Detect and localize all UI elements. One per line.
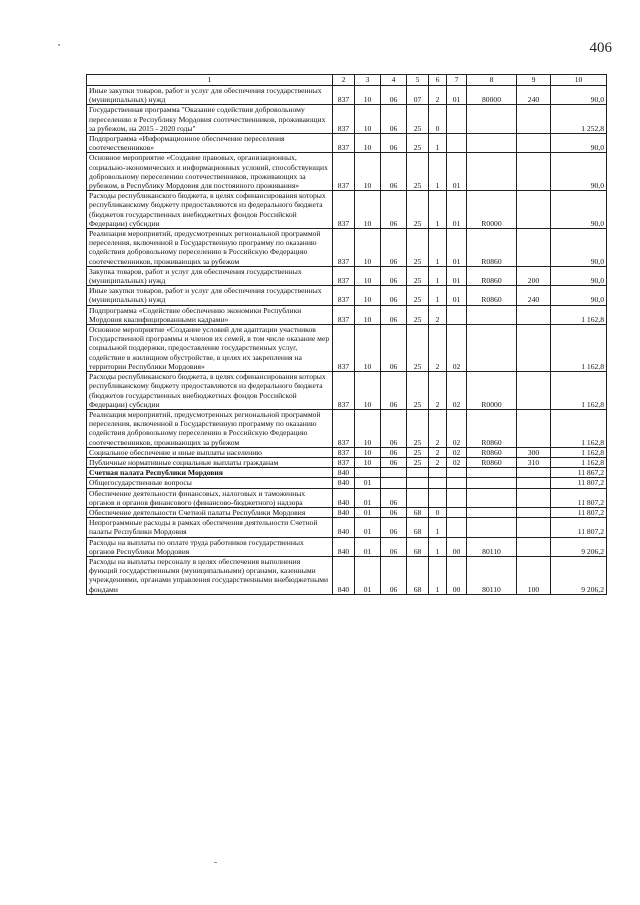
subsection-code-cell: 06 bbox=[381, 305, 407, 324]
subsection-code-cell: 06 bbox=[381, 153, 407, 191]
subsection-code-cell: 06 bbox=[381, 266, 407, 285]
table-row bbox=[87, 409, 607, 447]
column-header: 4 bbox=[381, 75, 407, 86]
subprogram-code-cell: 1 bbox=[429, 134, 447, 153]
ministry-code-cell: 840 bbox=[333, 468, 355, 478]
direction-code-cell bbox=[467, 305, 517, 324]
section-code-cell: 10 bbox=[355, 229, 381, 267]
amount-cell: 1 162,8 bbox=[551, 305, 607, 324]
expense-name-cell: Публичные нормативные социальные выплаты гражданам bbox=[87, 457, 333, 467]
expense-name-cell: Расходы республиканского бюджета, в целях софинансирования которых республиканскому бюджету предоставляются из федерального бюджета (бюджетов государственных внебюджетных фондов Российской Федерации) субсидии bbox=[87, 372, 333, 410]
program-code-cell: 25 bbox=[407, 229, 429, 267]
column-header: 6 bbox=[429, 75, 447, 86]
expense-type-cell bbox=[517, 305, 551, 324]
table-row bbox=[87, 556, 607, 594]
direction-code-cell bbox=[467, 468, 517, 478]
section-code-cell: 01 bbox=[355, 537, 381, 556]
direction-code-cell: 80110 bbox=[467, 556, 517, 594]
direction-code-cell bbox=[467, 488, 517, 507]
expense-type-cell: 240 bbox=[517, 86, 551, 105]
subprogram-code-cell: 1 bbox=[429, 518, 447, 537]
section-code-cell: 10 bbox=[355, 134, 381, 153]
subsection-code-cell: 06 bbox=[381, 507, 407, 517]
section-code-cell: 10 bbox=[355, 409, 381, 447]
table-row bbox=[87, 229, 607, 267]
direction-code-cell: R0860 bbox=[467, 266, 517, 285]
table-row bbox=[87, 537, 607, 556]
program-code-cell bbox=[407, 468, 429, 478]
direction-code-cell bbox=[467, 134, 517, 153]
ministry-code-cell: 837 bbox=[333, 305, 355, 324]
table-row bbox=[87, 507, 607, 517]
expense-name-cell: Иные закупки товаров, работ и услуг для обеспечения государственных (муниципальных) нужд bbox=[87, 286, 333, 305]
program-code-cell: 68 bbox=[407, 537, 429, 556]
column-header: 5 bbox=[407, 75, 429, 86]
subsection-code-cell: 06 bbox=[381, 556, 407, 594]
subprogram-code-cell: 2 bbox=[429, 457, 447, 467]
ministry-code-cell: 837 bbox=[333, 457, 355, 467]
program-code-cell: 25 bbox=[407, 305, 429, 324]
table-row bbox=[87, 134, 607, 153]
program-code-cell: 68 bbox=[407, 556, 429, 594]
table-header-row bbox=[87, 75, 607, 86]
expense-type-cell bbox=[517, 537, 551, 556]
activity-code-cell: 00 bbox=[447, 537, 467, 556]
column-header: 10 bbox=[551, 75, 607, 86]
expense-name-cell: Расходы республиканского бюджета, в целях софинансирования которых республиканскому бюджету предоставляются из федерального бюджета (бюджетов государственных внебюджетных фондов Российской Федерации) субсидии bbox=[87, 191, 333, 229]
subsection-code-cell: 06 bbox=[381, 409, 407, 447]
column-header: 7 bbox=[447, 75, 467, 86]
amount-cell: 11 867,2 bbox=[551, 468, 607, 478]
expense-name-cell: Реализация мероприятий, предусмотренных региональной программой переселения, включенной в Государственную программу по оказанию содействия добровольному переселению в Российскую Федерацию соотечественников, проживающих за рубежом bbox=[87, 409, 333, 447]
ministry-code-cell: 840 bbox=[333, 537, 355, 556]
direction-code-cell: R0000 bbox=[467, 191, 517, 229]
direction-code-cell bbox=[467, 105, 517, 134]
program-code-cell bbox=[407, 488, 429, 507]
activity-code-cell bbox=[447, 468, 467, 478]
ministry-code-cell: 840 bbox=[333, 507, 355, 517]
direction-code-cell bbox=[467, 325, 517, 372]
expense-type-cell bbox=[517, 153, 551, 191]
column-header: 3 bbox=[355, 75, 381, 86]
expense-type-cell bbox=[517, 325, 551, 372]
amount-cell: 1 162,8 bbox=[551, 457, 607, 467]
expense-type-cell: 100 bbox=[517, 556, 551, 594]
table-row bbox=[87, 468, 607, 478]
direction-code-cell: 80000 bbox=[467, 86, 517, 105]
ministry-code-cell: 837 bbox=[333, 191, 355, 229]
subprogram-code-cell: 1 bbox=[429, 537, 447, 556]
ministry-code-cell: 837 bbox=[333, 372, 355, 410]
table-row bbox=[87, 266, 607, 285]
amount-cell: 90,0 bbox=[551, 153, 607, 191]
program-code-cell: 25 bbox=[407, 286, 429, 305]
expense-name-cell: Реализация мероприятий, предусмотренных региональной программой переселения, включенной в Государственную программу по оказанию содействия добровольному переселению в Российскую Федерацию соотечественников, проживающих за рубежом bbox=[87, 229, 333, 267]
expense-type-cell: 300 bbox=[517, 447, 551, 457]
expense-name-cell: Счетная палата Республики Мордовия bbox=[87, 468, 333, 478]
direction-code-cell: R0860 bbox=[467, 286, 517, 305]
program-code-cell: 25 bbox=[407, 134, 429, 153]
amount-cell: 1 162,8 bbox=[551, 372, 607, 410]
direction-code-cell bbox=[467, 518, 517, 537]
activity-code-cell bbox=[447, 507, 467, 517]
amount-cell: 90,0 bbox=[551, 266, 607, 285]
section-code-cell: 01 bbox=[355, 488, 381, 507]
program-code-cell: 25 bbox=[407, 105, 429, 134]
subprogram-code-cell bbox=[429, 468, 447, 478]
expense-type-cell bbox=[517, 134, 551, 153]
margin-mark bbox=[58, 44, 60, 46]
subsection-code-cell: 06 bbox=[381, 372, 407, 410]
expense-name-cell: Закупка товаров, работ и услуг для обеспечения государственных (муниципальных) нужд bbox=[87, 266, 333, 285]
subsection-code-cell: 06 bbox=[381, 447, 407, 457]
column-header: 2 bbox=[333, 75, 355, 86]
activity-code-cell: 01 bbox=[447, 153, 467, 191]
expense-type-cell bbox=[517, 409, 551, 447]
program-code-cell: 07 bbox=[407, 86, 429, 105]
ministry-code-cell: 837 bbox=[333, 105, 355, 134]
amount-cell: 90,0 bbox=[551, 286, 607, 305]
table-row bbox=[87, 105, 607, 134]
amount-cell: 9 206,2 bbox=[551, 537, 607, 556]
expense-name-cell: Непрограммные расходы в рамках обеспечения деятельности Счетной палаты Республики Мордовия bbox=[87, 518, 333, 537]
activity-code-cell bbox=[447, 518, 467, 537]
subsection-code-cell: 06 bbox=[381, 105, 407, 134]
ministry-code-cell: 840 bbox=[333, 478, 355, 488]
program-code-cell: 25 bbox=[407, 409, 429, 447]
activity-code-cell: 01 bbox=[447, 229, 467, 267]
subsection-code-cell: 06 bbox=[381, 457, 407, 467]
program-code-cell: 25 bbox=[407, 447, 429, 457]
ministry-code-cell: 837 bbox=[333, 229, 355, 267]
budget-table bbox=[86, 74, 607, 595]
program-code-cell: 25 bbox=[407, 372, 429, 410]
activity-code-cell bbox=[447, 134, 467, 153]
direction-code-cell bbox=[467, 153, 517, 191]
subprogram-code-cell: 1 bbox=[429, 266, 447, 285]
expense-name-cell: Обеспечение деятельности Счетной палаты Республики Мордовия bbox=[87, 507, 333, 517]
program-code-cell: 25 bbox=[407, 191, 429, 229]
table-body bbox=[87, 86, 607, 595]
expense-type-cell: 310 bbox=[517, 457, 551, 467]
activity-code-cell: 01 bbox=[447, 191, 467, 229]
program-code-cell: 25 bbox=[407, 457, 429, 467]
direction-code-cell bbox=[467, 478, 517, 488]
expense-type-cell bbox=[517, 468, 551, 478]
amount-cell: 90,0 bbox=[551, 191, 607, 229]
subsection-code-cell: 06 bbox=[381, 488, 407, 507]
expense-type-cell bbox=[517, 488, 551, 507]
subprogram-code-cell: 1 bbox=[429, 153, 447, 191]
ministry-code-cell: 837 bbox=[333, 325, 355, 372]
table-row bbox=[87, 478, 607, 488]
subsection-code-cell: 06 bbox=[381, 191, 407, 229]
subprogram-code-cell: 1 bbox=[429, 191, 447, 229]
activity-code-cell bbox=[447, 488, 467, 507]
table-row bbox=[87, 518, 607, 537]
subsection-code-cell: 06 bbox=[381, 86, 407, 105]
expense-name-cell: Подпрограмма «Информационное обеспечение переселения соотечественников» bbox=[87, 134, 333, 153]
amount-cell: 9 206,2 bbox=[551, 556, 607, 594]
amount-cell: 1 252,8 bbox=[551, 105, 607, 134]
expense-type-cell bbox=[517, 518, 551, 537]
subsection-code-cell: 06 bbox=[381, 286, 407, 305]
subsection-code-cell: 06 bbox=[381, 537, 407, 556]
ministry-code-cell: 840 bbox=[333, 518, 355, 537]
direction-code-cell: R0860 bbox=[467, 229, 517, 267]
section-code-cell bbox=[355, 468, 381, 478]
section-code-cell: 01 bbox=[355, 518, 381, 537]
section-code-cell: 10 bbox=[355, 266, 381, 285]
subprogram-code-cell: 0 bbox=[429, 105, 447, 134]
table-row bbox=[87, 457, 607, 467]
direction-code-cell: R0860 bbox=[467, 409, 517, 447]
subprogram-code-cell: 2 bbox=[429, 325, 447, 372]
amount-cell: 90,0 bbox=[551, 134, 607, 153]
activity-code-cell: 02 bbox=[447, 372, 467, 410]
direction-code-cell: R0000 bbox=[467, 372, 517, 410]
column-header: 9 bbox=[517, 75, 551, 86]
expense-name-cell: Государственная программа "Оказание содействия добровольному переселению в Республику Мордовия соотечественников, проживающих за рубежом, на 2015 - 2020 годы" bbox=[87, 105, 333, 134]
program-code-cell: 68 bbox=[407, 518, 429, 537]
subsection-code-cell: 06 bbox=[381, 518, 407, 537]
subprogram-code-cell: 2 bbox=[429, 305, 447, 324]
direction-code-cell bbox=[467, 507, 517, 517]
ministry-code-cell: 837 bbox=[333, 286, 355, 305]
section-code-cell: 01 bbox=[355, 556, 381, 594]
subsection-code-cell: 06 bbox=[381, 325, 407, 372]
scan-mark bbox=[214, 862, 217, 863]
section-code-cell: 10 bbox=[355, 372, 381, 410]
activity-code-cell: 02 bbox=[447, 409, 467, 447]
subprogram-code-cell: 2 bbox=[429, 86, 447, 105]
ministry-code-cell: 837 bbox=[333, 409, 355, 447]
expense-type-cell bbox=[517, 507, 551, 517]
ministry-code-cell: 837 bbox=[333, 86, 355, 105]
section-code-cell: 01 bbox=[355, 507, 381, 517]
expense-type-cell bbox=[517, 478, 551, 488]
table-row bbox=[87, 153, 607, 191]
subprogram-code-cell: 2 bbox=[429, 447, 447, 457]
amount-cell: 1 162,8 bbox=[551, 325, 607, 372]
section-code-cell: 10 bbox=[355, 153, 381, 191]
activity-code-cell: 02 bbox=[447, 325, 467, 372]
subprogram-code-cell: 2 bbox=[429, 372, 447, 410]
expense-type-cell bbox=[517, 229, 551, 267]
subprogram-code-cell bbox=[429, 478, 447, 488]
subprogram-code-cell: 1 bbox=[429, 286, 447, 305]
activity-code-cell: 00 bbox=[447, 556, 467, 594]
subprogram-code-cell bbox=[429, 488, 447, 507]
table-row bbox=[87, 488, 607, 507]
section-code-cell: 10 bbox=[355, 191, 381, 229]
ministry-code-cell: 840 bbox=[333, 488, 355, 507]
section-code-cell: 10 bbox=[355, 305, 381, 324]
expense-type-cell bbox=[517, 105, 551, 134]
expense-name-cell: Расходы на выплаты персоналу в целях обеспечения выполнения функций государственными (муниципальными) органами, казенными учреждениями, органами управления государственными внебюджетными фондами bbox=[87, 556, 333, 594]
subsection-code-cell bbox=[381, 478, 407, 488]
ministry-code-cell: 837 bbox=[333, 134, 355, 153]
program-code-cell: 25 bbox=[407, 325, 429, 372]
activity-code-cell: 01 bbox=[447, 266, 467, 285]
expense-name-cell: Обеспечение деятельности финансовых, налоговых и таможенных органов и органов финансового (финансово-бюджетного) надзора bbox=[87, 488, 333, 507]
ministry-code-cell: 837 bbox=[333, 153, 355, 191]
section-code-cell: 10 bbox=[355, 286, 381, 305]
section-code-cell: 10 bbox=[355, 325, 381, 372]
amount-cell: 11 807,2 bbox=[551, 507, 607, 517]
table-row bbox=[87, 191, 607, 229]
expense-name-cell: Социальное обеспечение и иные выплаты населению bbox=[87, 447, 333, 457]
page-number: 406 bbox=[589, 40, 612, 56]
expense-name-cell: Подпрограмма «Содействие обеспечению экономики Республики Мордовия квалифицированными кадрами» bbox=[87, 305, 333, 324]
table-row bbox=[87, 372, 607, 410]
activity-code-cell: 02 bbox=[447, 457, 467, 467]
activity-code-cell bbox=[447, 305, 467, 324]
expense-name-cell: Расходы на выплаты по оплате труда работников государственных органов Республики Мордовия bbox=[87, 537, 333, 556]
section-code-cell: 10 bbox=[355, 105, 381, 134]
column-header: 1 bbox=[87, 75, 333, 86]
amount-cell: 90,0 bbox=[551, 86, 607, 105]
ministry-code-cell: 837 bbox=[333, 266, 355, 285]
direction-code-cell: R0860 bbox=[467, 457, 517, 467]
expense-name-cell: Основное мероприятие «Создание правовых, организационных, социально-экономических и информационных условий, способствующих добровольному переселению соотечественников, проживающих за рубежом, в Республику Мордовия для постоянного проживания» bbox=[87, 153, 333, 191]
program-code-cell: 25 bbox=[407, 266, 429, 285]
table-row bbox=[87, 286, 607, 305]
program-code-cell: 25 bbox=[407, 153, 429, 191]
table-row bbox=[87, 447, 607, 457]
direction-code-cell: R0860 bbox=[467, 447, 517, 457]
subprogram-code-cell: 1 bbox=[429, 556, 447, 594]
section-code-cell: 10 bbox=[355, 86, 381, 105]
section-code-cell: 10 bbox=[355, 447, 381, 457]
expense-name-cell: Иные закупки товаров, работ и услуг для обеспечения государственных (муниципальных) нужд bbox=[87, 86, 333, 105]
amount-cell: 1 162,8 bbox=[551, 447, 607, 457]
expense-type-cell: 200 bbox=[517, 266, 551, 285]
activity-code-cell bbox=[447, 105, 467, 134]
subsection-code-cell bbox=[381, 468, 407, 478]
amount-cell: 11 807,2 bbox=[551, 488, 607, 507]
table-row bbox=[87, 325, 607, 372]
expense-type-cell bbox=[517, 191, 551, 229]
activity-code-cell: 01 bbox=[447, 286, 467, 305]
expense-type-cell: 240 bbox=[517, 286, 551, 305]
subprogram-code-cell: 2 bbox=[429, 409, 447, 447]
subsection-code-cell: 06 bbox=[381, 229, 407, 267]
section-code-cell: 01 bbox=[355, 478, 381, 488]
amount-cell: 1 162,8 bbox=[551, 409, 607, 447]
direction-code-cell: 80110 bbox=[467, 537, 517, 556]
table-row bbox=[87, 305, 607, 324]
amount-cell: 90,0 bbox=[551, 229, 607, 267]
subprogram-code-cell: 1 bbox=[429, 229, 447, 267]
activity-code-cell: 02 bbox=[447, 447, 467, 457]
program-code-cell: 68 bbox=[407, 507, 429, 517]
expense-name-cell: Общегосударственные вопросы bbox=[87, 478, 333, 488]
section-code-cell: 10 bbox=[355, 457, 381, 467]
amount-cell: 11 807,2 bbox=[551, 518, 607, 537]
expense-name-cell: Основное мероприятие «Создание условий для адаптации участников Государственной программы и членов их семей, в том числе оказание мер социальной поддержки, предоставление государственных услуг, содействие в жилищном обустройстве, в целях их закрепления на территории Республики Мордовия» bbox=[87, 325, 333, 372]
activity-code-cell: 01 bbox=[447, 86, 467, 105]
activity-code-cell bbox=[447, 478, 467, 488]
subprogram-code-cell: 0 bbox=[429, 507, 447, 517]
ministry-code-cell: 837 bbox=[333, 447, 355, 457]
ministry-code-cell: 840 bbox=[333, 556, 355, 594]
amount-cell: 11 807,2 bbox=[551, 478, 607, 488]
expense-type-cell bbox=[517, 372, 551, 410]
table-row bbox=[87, 86, 607, 105]
program-code-cell bbox=[407, 478, 429, 488]
column-header: 8 bbox=[467, 75, 517, 86]
subsection-code-cell: 06 bbox=[381, 134, 407, 153]
